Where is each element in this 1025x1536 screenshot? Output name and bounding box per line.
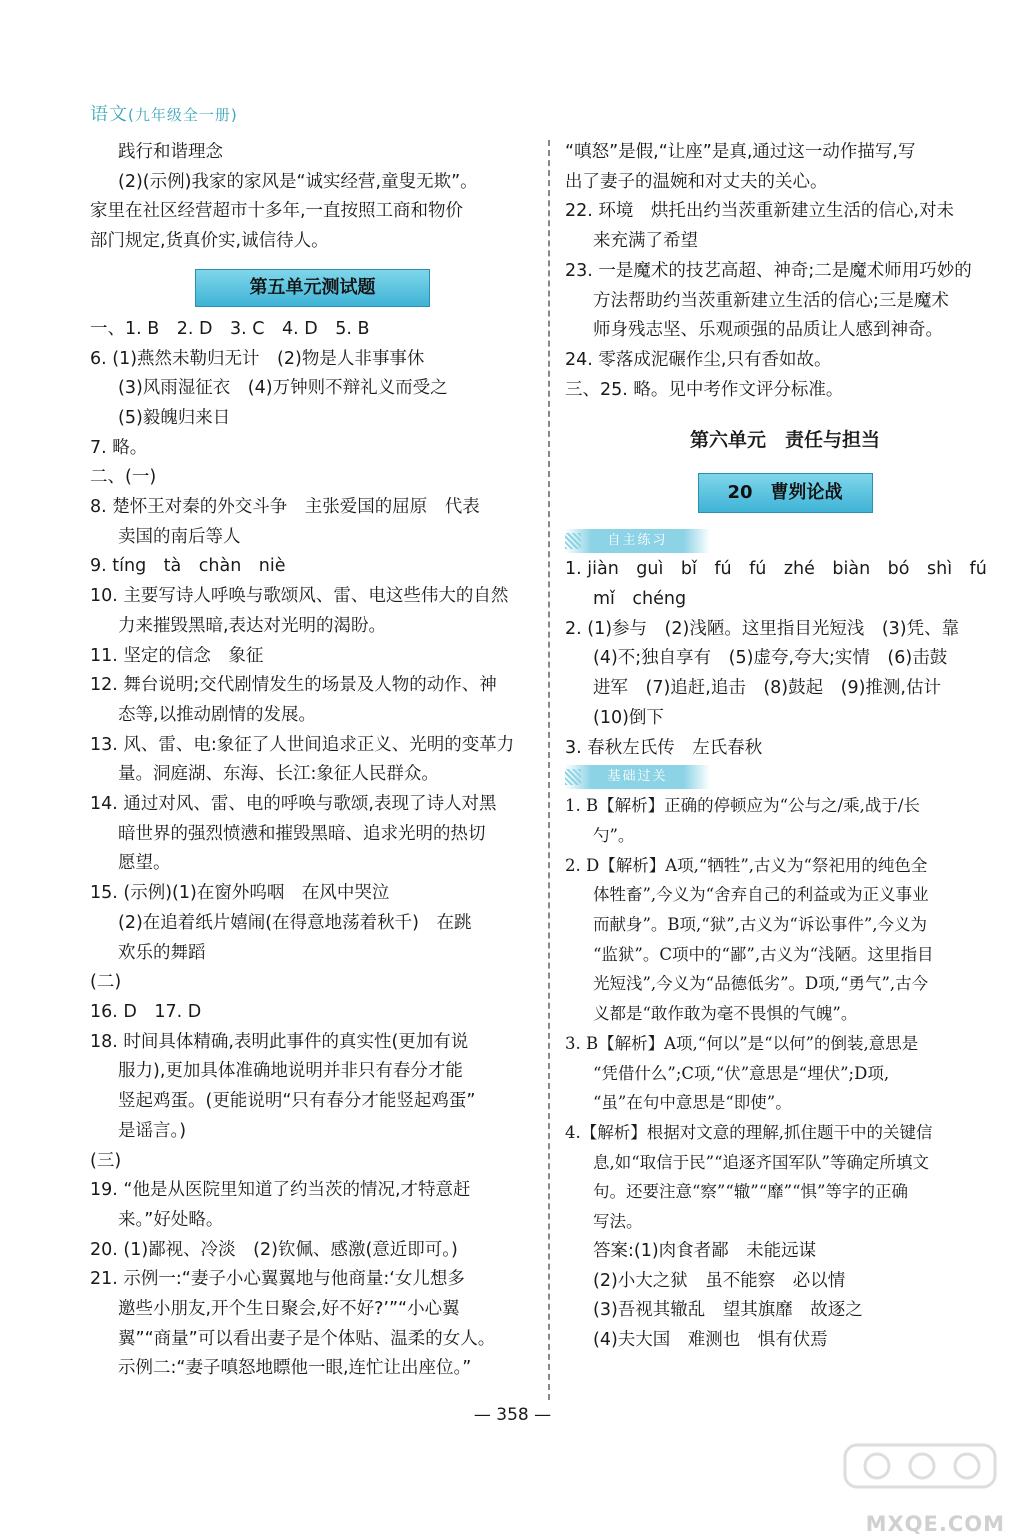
answer-line: (2)在追着纸片嬉闹(在得意地荡着秋千) 在跳 xyxy=(118,912,472,933)
answer-line: 3. B【解析】A项,“何以”是“以何”的倒装,意思是 xyxy=(565,1033,919,1053)
answer-line: 光短浅”,今义为“品德低劣”。D项,“勇气”,古今 xyxy=(593,974,929,994)
answer-line: (3)吾视其辙乱 望其旗靡 故逐之 xyxy=(593,1300,863,1321)
answer-line: (5)毅魄归来日 xyxy=(118,407,231,428)
answer-line: (10)倒下 xyxy=(593,707,664,728)
answer-line: (4)不;独自享有 (5)虚夸,夸大;实情 (6)击鼓 xyxy=(593,648,948,669)
answer-line: 而献身”。B项,“狱”,古义为“诉讼事件”,今义为 xyxy=(593,915,928,935)
answer-line: (4)夫大国 难测也 惧有伏焉 xyxy=(593,1329,828,1350)
answer-line: 来。”好处略。 xyxy=(118,1209,224,1230)
section-banner: 第五单元测试题 xyxy=(195,269,430,307)
answer-line: 暗世界的强烈愤懑和摧毁黑暗、追求光明的热切 xyxy=(118,823,486,844)
answer-line: 1. jiàn guì bǐ fú fú zhé biàn bó shì fú xyxy=(565,559,987,580)
answer-line: 义都是“敢作敢为毫不畏惧的气魄”。 xyxy=(593,1004,858,1024)
text-line: 家里在社区经营超市十多年,一直按照工商和物价 xyxy=(90,201,464,222)
section-tag-basic-check: 基础过关 xyxy=(565,765,710,789)
answer-line: 体牲畜”,今义为“舍弃自己的利益或为正义事业 xyxy=(593,885,929,905)
answer-line: 卖国的南后等人 xyxy=(118,526,241,547)
answer-line: 3. 春秋左氏传 左氏春秋 xyxy=(565,737,763,758)
header-grade: (九年级全一册) xyxy=(128,106,238,124)
answer-line: 1. B【解析】正确的停顿应为“公与之/乘,战于/长 xyxy=(565,796,920,816)
answer-line: 翼”“商量”可以看出妻子是个体贴、温柔的女人。 xyxy=(118,1328,496,1349)
answer-line: 答案:(1)肉食者鄙 未能远谋 xyxy=(593,1240,817,1261)
answer-line: 示例二:“妻子嗔怒地瞟他一眼,连忙让出座位。” xyxy=(118,1358,472,1379)
answer-line: 9. tíng tà chàn niè xyxy=(90,556,286,577)
answer-line: 12. 舞台说明;交代剧情发生的场景及人物的动作、神 xyxy=(90,675,497,696)
text-line: (2)(示例)我家的家风是“诚实经营,童叟无欺”。 xyxy=(118,171,478,192)
answer-line: 二、(一) xyxy=(90,467,157,488)
text-line: “嗔怒”是假,“让座”是真,通过这一动作描写,写 xyxy=(565,142,916,162)
answer-line: 力来摧毁黑暗,表达对光明的渴盼。 xyxy=(118,615,387,636)
text-line: 践行和谐理念 xyxy=(118,142,223,162)
text-line: 部门规定,货真价实,诚信待人。 xyxy=(90,231,329,252)
answer-line: 欢乐的舞蹈 xyxy=(118,942,206,963)
section-tag-self-practice: 自主练习 xyxy=(565,529,710,553)
answer-line: 16. D 17. D xyxy=(90,1001,202,1022)
answer-line: (二) xyxy=(90,972,122,993)
column-divider xyxy=(548,140,550,1400)
answer-line: (3)风雨湿征衣 (4)万钟则不辩礼义而受之 xyxy=(118,378,448,399)
header-subject: 语文 xyxy=(90,104,128,125)
answer-line: 愿望。 xyxy=(118,853,171,874)
answer-line: 竖起鸡蛋。(更能说明“只有春分才能竖起鸡蛋” xyxy=(118,1091,476,1112)
answer-line: 15. (示例)(1)在窗外呜咽 在风中哭泣 xyxy=(90,883,390,904)
page-header xyxy=(90,100,238,126)
answer-line: 4.【解析】根据对文意的理解,抓住题干中的关键信 xyxy=(565,1122,933,1142)
answer-line: 14. 通过对风、雷、电的呼唤与歌颂,表现了诗人对黑 xyxy=(90,794,497,815)
lesson-banner: 20 曹刿论战 xyxy=(698,473,873,513)
text-line: 24. 零落成泥碾作尘,只有香如故。 xyxy=(565,349,832,370)
answer-line: “监狱”。C项中的“鄙”,古义为“浅陋。这里指目 xyxy=(593,944,934,964)
answer-line: 18. 时间具体精确,表明此事件的真实性(更加有说 xyxy=(90,1031,469,1052)
answer-line: 10. 主要写诗人呼唤与歌颂风、雷、电这些伟大的自然 xyxy=(90,586,509,607)
answer-line: (三) xyxy=(90,1150,122,1171)
answer-line: 进军 (7)追赶,追击 (8)鼓起 (9)推测,估计 xyxy=(593,678,941,699)
answer-line: mǐ chéng xyxy=(593,589,687,610)
answer-line: 2. (1)参与 (2)浅陋。这里指目光短浅 (3)凭、靠 xyxy=(565,618,960,639)
answer-line: 写法。 xyxy=(593,1212,643,1232)
answer-line: 服力),更加具体准确地说明并非只有春分才能 xyxy=(118,1061,463,1082)
answer-line: 态等,以推动剧情的发展。 xyxy=(118,704,317,725)
answer-line: 21. 示例一:“妻子小心翼翼地与他商量:‘女儿想多 xyxy=(90,1269,465,1290)
answer-line: 7. 略。 xyxy=(90,437,148,458)
watermark-text: MXQE.COM xyxy=(865,1512,1005,1536)
answer-line: 13. 风、雷、电:象征了人世间追求正义、光明的变革力 xyxy=(90,734,515,755)
answer-line: “凭借什么”;C项,“伏”意思是“埋伏”;D项, xyxy=(593,1063,890,1083)
answer-line: 一、1. B 2. D 3. C 4. D 5. B xyxy=(90,318,370,339)
answer-line: 8. 楚怀王对秦的外交斗争 主张爱国的屈原 代表 xyxy=(90,497,480,518)
answer-line: 11. 坚定的信念 象征 xyxy=(90,645,264,666)
page-number: — 358 — xyxy=(473,1405,552,1425)
answer-line: 2. D【解析】A项,“牺牲”,古义为“祭祀用的纯色全 xyxy=(565,855,928,875)
text-line: 23. 一是魔术的技艺高超、神奇;二是魔术师用巧妙的 xyxy=(565,260,972,281)
answer-line: 6. (1)燕然未勒归无计 (2)物是人非事事休 xyxy=(90,348,425,369)
text-line: 22. 环境 烘托出约当茨重新建立生活的信心,对未 xyxy=(565,201,954,222)
answer-line: 句。还要注意“察”“辙”“靡”“惧”等字的正确 xyxy=(593,1182,908,1202)
text-line: 师身残志坚、乐观顽强的品质让人感到神奇。 xyxy=(593,320,943,341)
answer-line: (2)小大之狱 虽不能察 必以情 xyxy=(593,1270,846,1291)
right-column xyxy=(565,138,1005,1356)
answer-line: 19. “他是从医院里知道了约当茨的情况,才特意赶 xyxy=(90,1180,471,1201)
text-line: 来充满了希望 xyxy=(593,231,698,252)
text-line: 三、25. 略。见中考作文评分标准。 xyxy=(565,379,844,400)
answer-line: 勺”。 xyxy=(593,825,635,845)
text-line: 出了妻子的温婉和对丈夫的关心。 xyxy=(565,171,828,192)
unit-title: 第六单元 责任与担当 xyxy=(689,429,880,452)
text-line: 方法帮助约当茨重新建立生活的信心;三是魔术 xyxy=(593,290,949,311)
answer-line: 邀些小朋友,开个生日聚会,好不好?’”“小心翼 xyxy=(118,1299,460,1320)
answer-line: 是谣言。) xyxy=(118,1120,187,1141)
watermark-logo-icon xyxy=(837,1441,1007,1516)
answer-line: 量。洞庭湖、东海、长江:象征人民群众。 xyxy=(118,764,439,785)
answer-line: 息,如“取信于民”“追逐齐国军队”等确定所填文 xyxy=(593,1152,929,1172)
answer-line: 20. (1)鄙视、冷淡 (2)钦佩、感激(意近即可。) xyxy=(90,1239,458,1260)
answer-line: “虽”在句中意思是“即使”。 xyxy=(593,1093,792,1113)
left-column xyxy=(90,138,535,1384)
